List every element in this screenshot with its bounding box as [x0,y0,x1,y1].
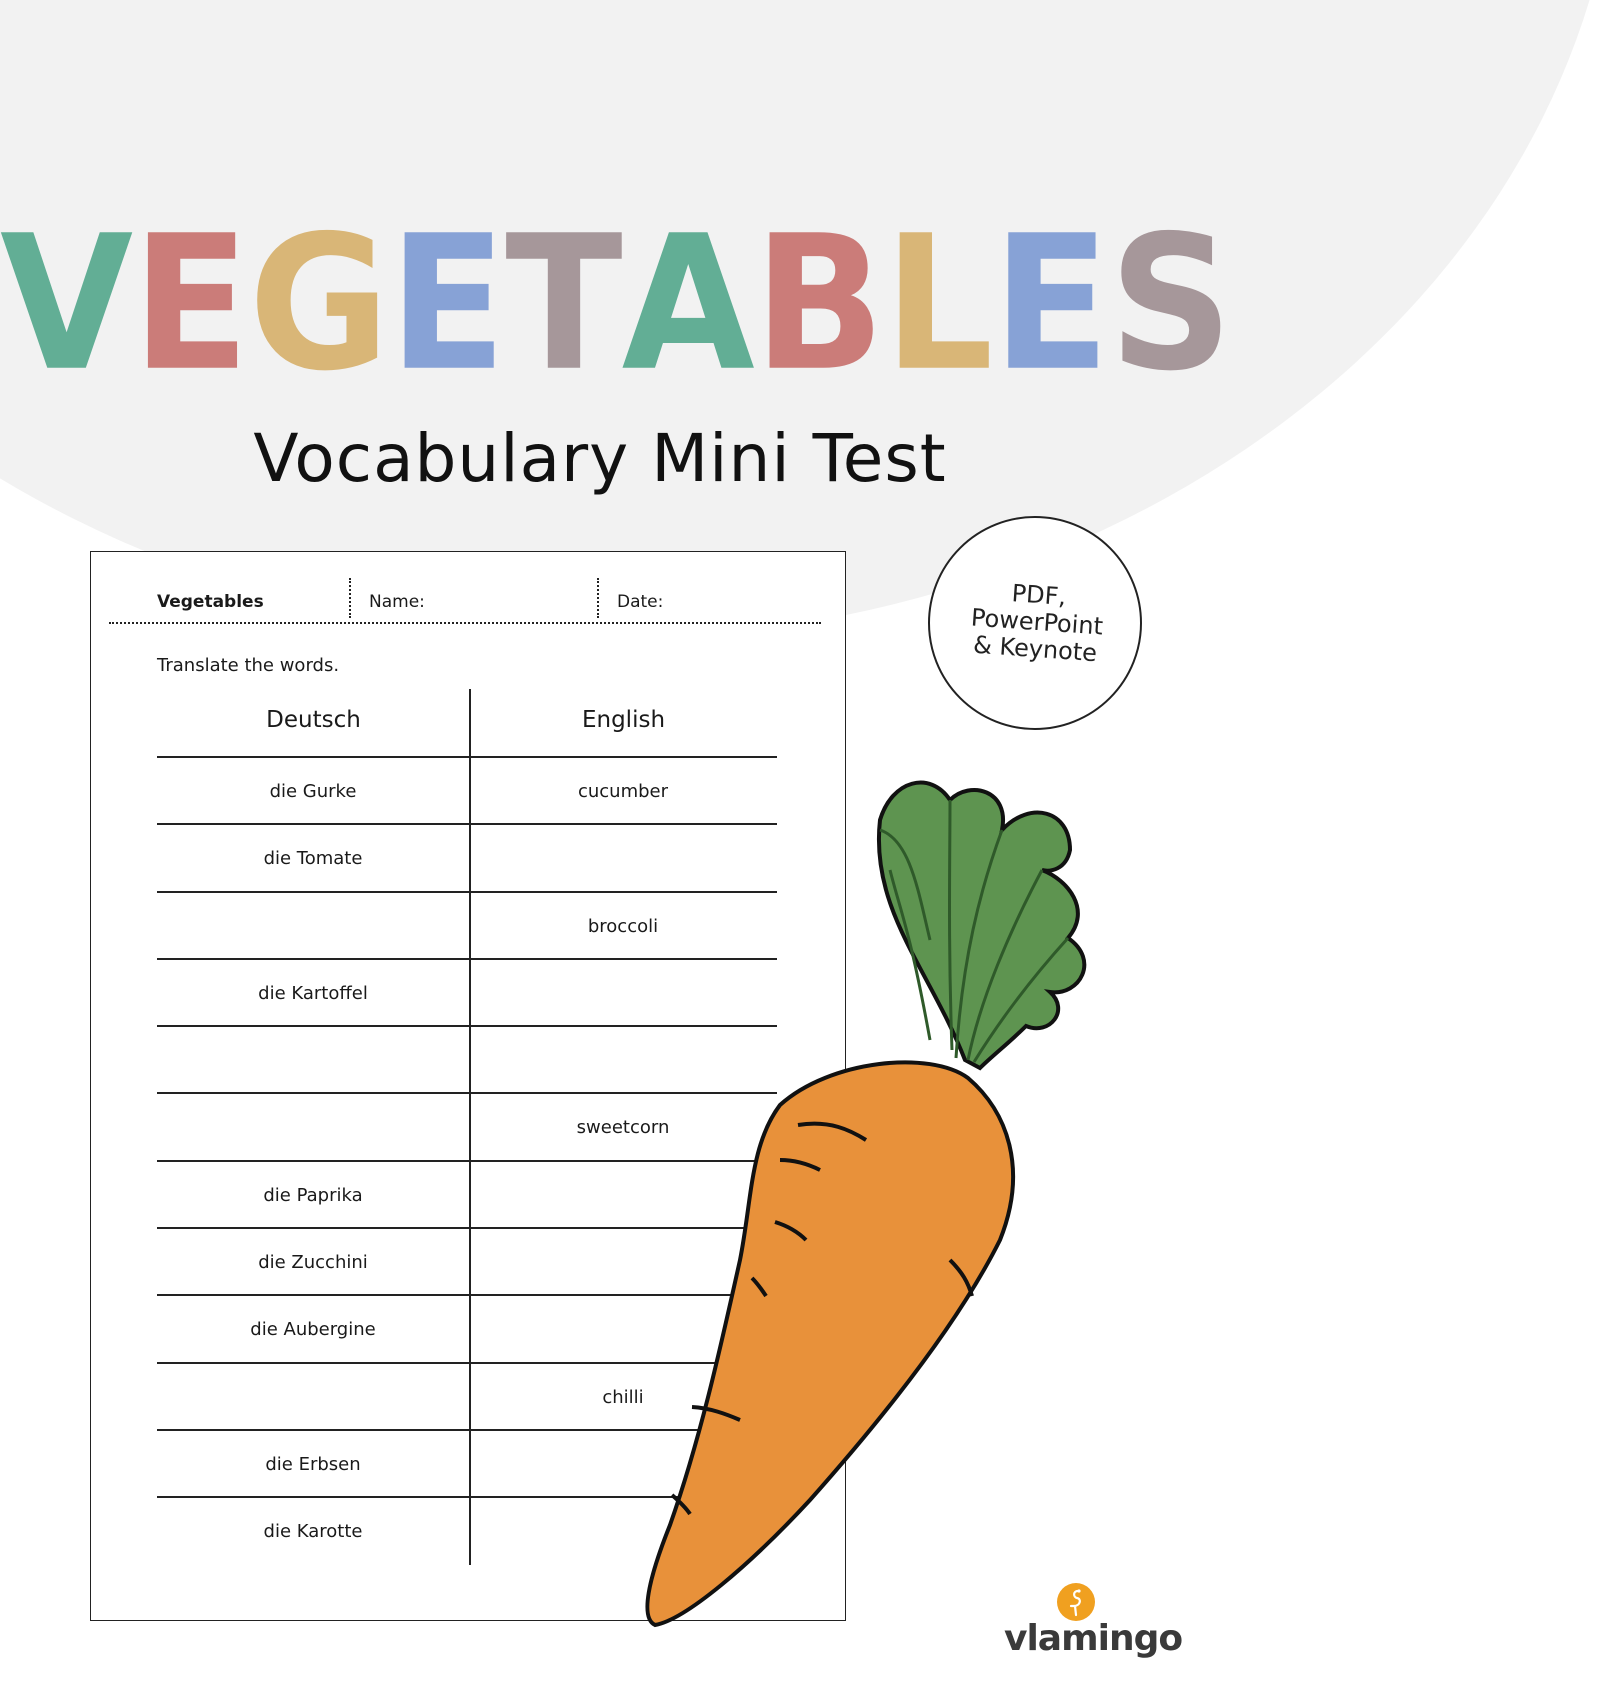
title-letter: L [883,194,993,412]
deutsch-cell: die Erbsen [265,1453,361,1475]
english-cell: sweetcorn [576,1117,670,1139]
english-cell: chilli [602,1386,644,1408]
title-letter: G [248,194,389,412]
deutsch-cell: die Zucchini [258,1252,368,1274]
header-divider [349,578,351,618]
title-letter: V [0,194,133,412]
english-cell: broccoli [587,915,659,937]
page-title [0,194,1232,412]
deutsch-cell: die Paprika [263,1184,363,1206]
worksheet-topic: Vegetables [157,592,264,612]
deutsch-cell: die Kartoffel [258,982,368,1004]
page-subtitle: Vocabulary Mini Test [253,420,947,497]
leaf-shape [879,783,1084,1068]
column-header-deutsch: Deutsch [266,707,361,733]
instruction-text: Translate the words. [157,655,340,676]
title-letter: S [1108,194,1232,412]
title-letter: A [621,194,754,412]
english-cell: cucumber [577,781,669,802]
carrot-leaves [879,783,1084,1068]
title-letter: E [132,194,249,412]
carrot-illustration [630,760,1190,1660]
header-dotted-line [109,622,821,624]
header-divider [597,578,599,618]
carrot-body [647,1062,1013,1625]
title-letter: T [505,194,622,412]
deutsch-cell: die Gurke [269,781,357,802]
deutsch-cell: die Aubergine [250,1319,376,1341]
date-label: Date: [617,592,664,612]
name-label: Name: [369,592,425,612]
format-badge [928,516,1142,730]
flamingo-logo-icon [1056,1582,1096,1622]
title-letter: E [388,194,506,412]
deutsch-cell: die Karotte [263,1521,363,1543]
badge-line: PowerPoint [970,603,1104,641]
badge-line: & Keynote [972,630,1098,668]
brand-logo-text: vlamingo [1004,1618,1183,1659]
title-letter: B [753,194,884,412]
badge-line: PDF, [1010,579,1068,611]
deutsch-cell: die Tomate [263,848,363,870]
column-header-english: English [581,707,666,733]
title-letter: E [992,194,1109,412]
